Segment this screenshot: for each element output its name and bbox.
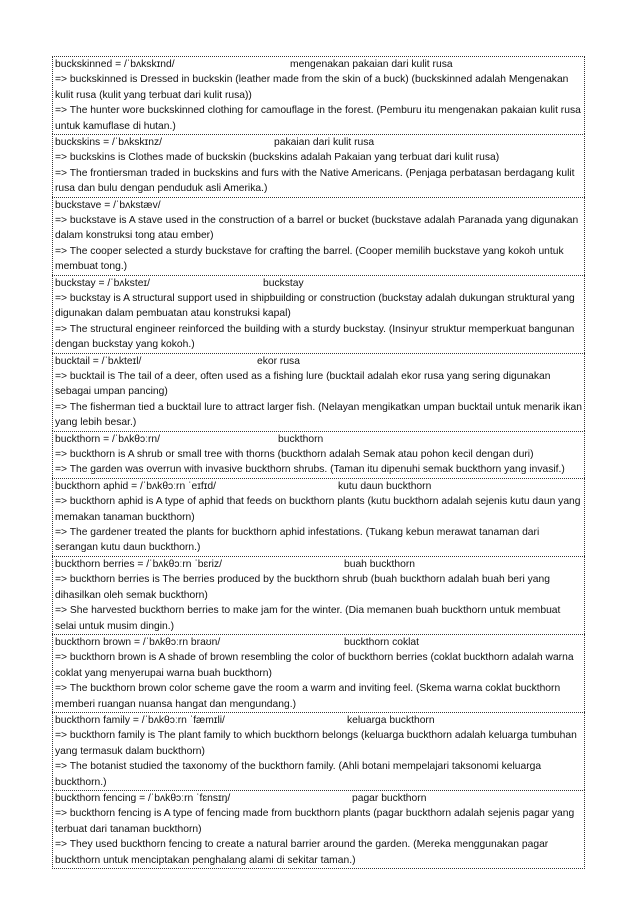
entry-example: => The gardener treated the plants for buckthorn aphid infestations. (Tukang kebun merawat tanaman dari serangan kutu daun buckthorn.): [55, 527, 540, 554]
entry-header: [55, 635, 583, 650]
entry-headword: buckskins = /ˈbʌkskɪnz/: [55, 137, 162, 149]
entry-translation: keluarga buckthorn: [347, 714, 435, 726]
entry-translation: kutu daun buckthorn: [338, 480, 432, 492]
entry-example: => They used buckthorn fencing to create a natural barrier around the garden. (Mereka menggunakan pagar buckthorn untuk menciptakan penghalang alami di sekitar taman.): [55, 839, 549, 866]
entry-definition: => buckskins is Clothes made of buckskin (buckskins adalah Pakaian yang terbuat dari kulit rusa): [55, 152, 500, 164]
entry-definition: => buckskinned is Dressed in buckskin (leather made from the skin of a buck) (buckskinned adalah Mengenakan kulit rusa (kulit yang terbuat dari kulit rusa)): [55, 74, 569, 101]
entry-example: => The botanist studied the taxonomy of the buckthorn family. (Ahli botani mempelajari taksonomi keluarga buckthorn.): [55, 761, 542, 788]
entry-example: => She harvested buckthorn berries to make jam for the winter. (Dia memanen buah buckthorn untuk membuat selai untuk musim dingin.): [55, 605, 561, 632]
entry-header: [55, 479, 583, 494]
entry-headword: buckthorn berries = /ˈbʌkθɔːrn ˈbɛriz/: [55, 558, 222, 570]
dictionary-entry: [52, 712, 585, 790]
entry-translation: buckstay: [263, 277, 304, 289]
entry-translation: pagar buckthorn: [352, 792, 427, 804]
entry-definition: => buckthorn aphid is A type of aphid that feeds on buckthorn plants (kutu buckthorn adalah sejenis kutu daun yang memakan tanaman buckthorn): [55, 496, 581, 523]
dictionary-entry: [52, 634, 585, 712]
entry-translation: mengenakan pakaian dari kulit rusa: [290, 59, 453, 70]
entry-translation: buckthorn coklat: [344, 636, 419, 648]
entry-headword: buckstay = /ˈbʌksteɪ/: [55, 277, 150, 289]
entry-header: [55, 198, 583, 213]
dictionary-page: [52, 56, 585, 869]
entry-translation: pakaian dari kulit rusa: [274, 137, 375, 149]
entry-definition: => buckstave is A stave used in the construction of a barrel or bucket (buckstave adalah Paranada yang digunakan dalam konstruksi tong atau ember): [55, 215, 579, 242]
entry-example: => The buckthorn brown color scheme gave the room a warm and inviting feel. (Skema warna coklat buckthorn memberi ruangan nuansa hangat dan mengundang.): [55, 683, 561, 710]
entry-example: => The hunter wore buckskinned clothing for camouflage in the forest. (Pemburu itu mengenakan pakaian kulit rusa untuk kamuflase di hutan.): [55, 105, 581, 132]
dictionary-entry: [52, 431, 585, 478]
dictionary-entry: [52, 353, 585, 431]
entry-headword: buckskinned = /ˈbʌkskɪnd/: [55, 59, 175, 70]
entry-header: [55, 135, 583, 150]
entry-translation: ekor rusa: [257, 355, 300, 367]
entry-translation: buah buckthorn: [344, 558, 415, 570]
entry-definition: => buckthorn is A shrub or small tree with thorns (buckthorn adalah Semak atau pohon kecil dengan duri): [55, 449, 534, 461]
dictionary-entry: [52, 134, 585, 197]
dictionary-entry: [52, 197, 585, 275]
dictionary-entry: [52, 790, 585, 869]
entry-definition: => buckthorn fencing is A type of fencing made from buckthorn plants (pagar buckthorn adalah sejenis pagar yang terbuat dari tanaman buckthorn): [55, 808, 575, 835]
entry-headword: bucktail = /ˈbʌkteɪl/: [55, 355, 142, 367]
entry-example: => The structural engineer reinforced the building with a sturdy buckstay. (Insinyur struktur memperkuat bangunan dengan buckstay yang kokoh.): [55, 323, 575, 351]
entry-example: => The frontiersman traded in buckskins and furs with the Native Americans. (Penjaga perbatasan berdagang kulit rusa dan bulu dengan penduduk asli Amerika.): [55, 167, 575, 195]
dictionary-entry: [52, 275, 585, 353]
dictionary-entry: [52, 56, 585, 134]
entry-header: [55, 57, 583, 72]
entry-definition: => buckthorn berries is The berries produced by the buckthorn shrub (buah buckthorn adalah buah beri yang dihasilkan oleh semak buckthorn): [55, 574, 550, 601]
entry-definition: => buckthorn family is The plant family to which buckthorn belongs (keluarga buckthorn adalah keluarga tumbuhan yang termasuk dalam buckthorn): [55, 730, 577, 757]
entry-translation: buckthorn: [278, 433, 324, 445]
entry-headword: buckthorn brown = /ˈbʌkθɔːrn braʊn/: [55, 636, 221, 648]
entry-headword: buckthorn fencing = /ˈbʌkθɔːrn ˈfɛnsɪŋ/: [55, 792, 231, 804]
entry-header: [55, 557, 583, 572]
entry-example: => The fisherman tied a bucktail lure to attract larger fish. (Nelayan mengikatkan umpan bucktail untuk menarik ikan yang lebih besar.): [55, 401, 582, 429]
entry-header: [55, 276, 583, 291]
entry-headword: buckthorn family = /ˈbʌkθɔːrn ˈfæmɪli/: [55, 714, 225, 726]
entry-headword: buckthorn = /ˈbʌkθɔːrn/: [55, 433, 161, 445]
entry-header: [55, 713, 583, 728]
dictionary-entry: [52, 478, 585, 556]
entry-definition: => bucktail is The tail of a deer, often used as a fishing lure (bucktail adalah ekor rusa yang sering digunakan sebagai umpan pancing): [55, 371, 551, 398]
entry-header: [55, 354, 583, 369]
entry-headword: buckstave = /ˈbʌkstæv/: [55, 199, 161, 211]
dictionary-entry: [52, 556, 585, 634]
entry-example: => The garden was overrun with invasive buckthorn shrubs. (Taman itu dipenuhi semak buckthorn yang invasif.): [55, 464, 565, 476]
entry-definition: => buckthorn brown is A shade of brown resembling the color of buckthorn berries (coklat buckthorn adalah warna coklat yang menyerupai warna buah buckthorn): [55, 652, 574, 679]
entry-example: => The cooper selected a sturdy buckstave for crafting the barrel. (Cooper memilih buckstave yang kokoh untuk membuat tong.): [55, 245, 564, 273]
entry-headword: buckthorn aphid = /ˈbʌkθɔːrn ˈeɪfɪd/: [55, 480, 217, 492]
entry-header: [55, 791, 583, 806]
entry-definition: => buckstay is A structural support used in shipbuilding or construction (buckstay adalah dukungan struktural yang digunakan dalam pembuatan atau konstruksi kapal): [55, 293, 575, 320]
entry-header: [55, 432, 583, 447]
